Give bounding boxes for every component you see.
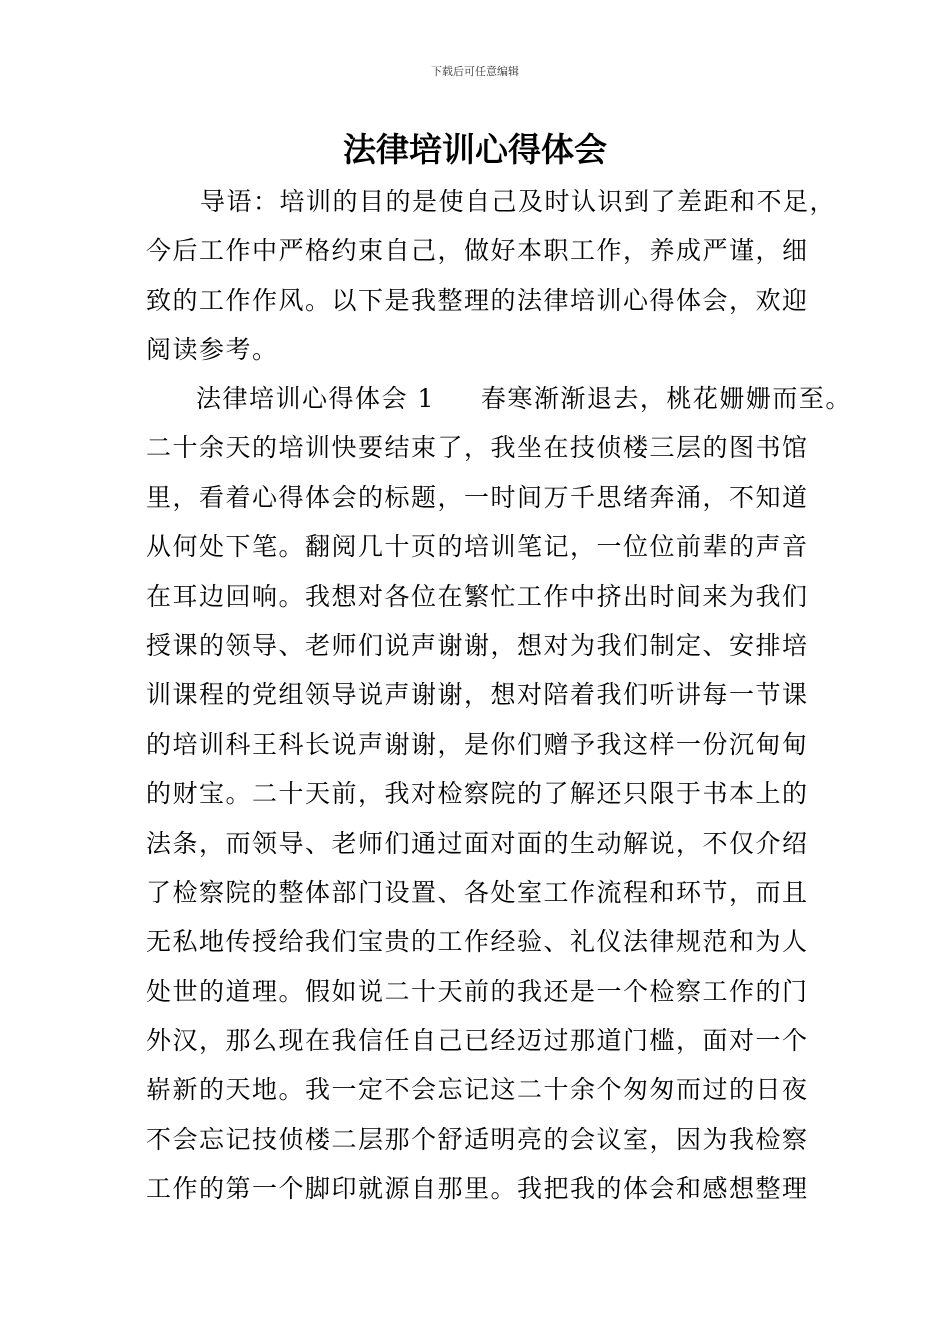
body-line: 在耳边回响。我想对各位在繁忙工作中挤出时间来为我们 xyxy=(146,581,809,611)
body-line: 工作的第一个脚印就源自那里。我把我的体会和感想整理 xyxy=(146,1174,809,1204)
body-line: 授课的领导、老师们说声谢谢，想对为我们制定、安排培 xyxy=(146,630,809,660)
body-line: 从何处下笔。翻阅几十页的培训笔记，一位位前辈的声音 xyxy=(146,532,809,562)
intro-paragraph xyxy=(146,177,836,375)
body-line: 崭新的天地。我一定不会忘记这二十余个匆匆而过的日夜 xyxy=(146,1075,809,1105)
body-line: 的培训科王科长说声谢谢，是你们赠予我这样一份沉甸甸 xyxy=(146,729,809,759)
section-1-paragraph xyxy=(146,374,852,1214)
body-line: 了检察院的整体部门设置、各处室工作流程和环节，而且 xyxy=(146,877,809,907)
body-line: 的财宝。二十天前，我对检察院的了解还只限于书本上的 xyxy=(146,779,809,809)
intro-line: 今后工作中严格约束自己，做好本职工作，养成严谨，细 xyxy=(146,236,809,266)
body-line: 外汉，那么现在我信任自己已经迈过那道门槛，面对一个 xyxy=(146,1026,809,1056)
page-header-note: 下载后可任意编辑 xyxy=(431,65,519,78)
intro-line: 阅读参考。 xyxy=(146,335,279,365)
body-line: 无私地传授给我们宝贵的工作经验、礼仪法律规范和为人 xyxy=(146,927,809,957)
body-line: 里，看着心得体会的标题，一时间万千思绪奔涌，不知道 xyxy=(146,482,809,512)
body-line: 处世的道理。假如说二十天前的我还是一个检察工作的门 xyxy=(146,976,809,1006)
intro-line: 导语：培训的目的是使自己及时认识到了差距和不足， xyxy=(200,187,837,216)
intro-line: 致的工作作风。以下是我整理的法律培训心得体会，欢迎 xyxy=(146,285,809,315)
section-1-first-line xyxy=(146,374,852,423)
section-1-heading: 法律培训心得体会 1 xyxy=(196,384,435,413)
body-line: 不会忘记技侦楼二层那个舒适明亮的会议室，因为我检察 xyxy=(146,1124,809,1154)
body-line: 训课程的党组领导说声谢谢，想对陪着我们听讲每一节课 xyxy=(146,680,809,710)
body-line: 法条，而领导、老师们通过面对面的生动解说，不仅介绍 xyxy=(146,828,809,858)
section-1-first-line-text: 春寒渐渐退去，桃花姗姗而至。 xyxy=(480,384,852,413)
document-title: 法律培训心得体会 xyxy=(343,130,607,169)
body-line: 二十余天的培训快要结束了，我坐在技侦楼三层的图书馆 xyxy=(146,433,809,463)
